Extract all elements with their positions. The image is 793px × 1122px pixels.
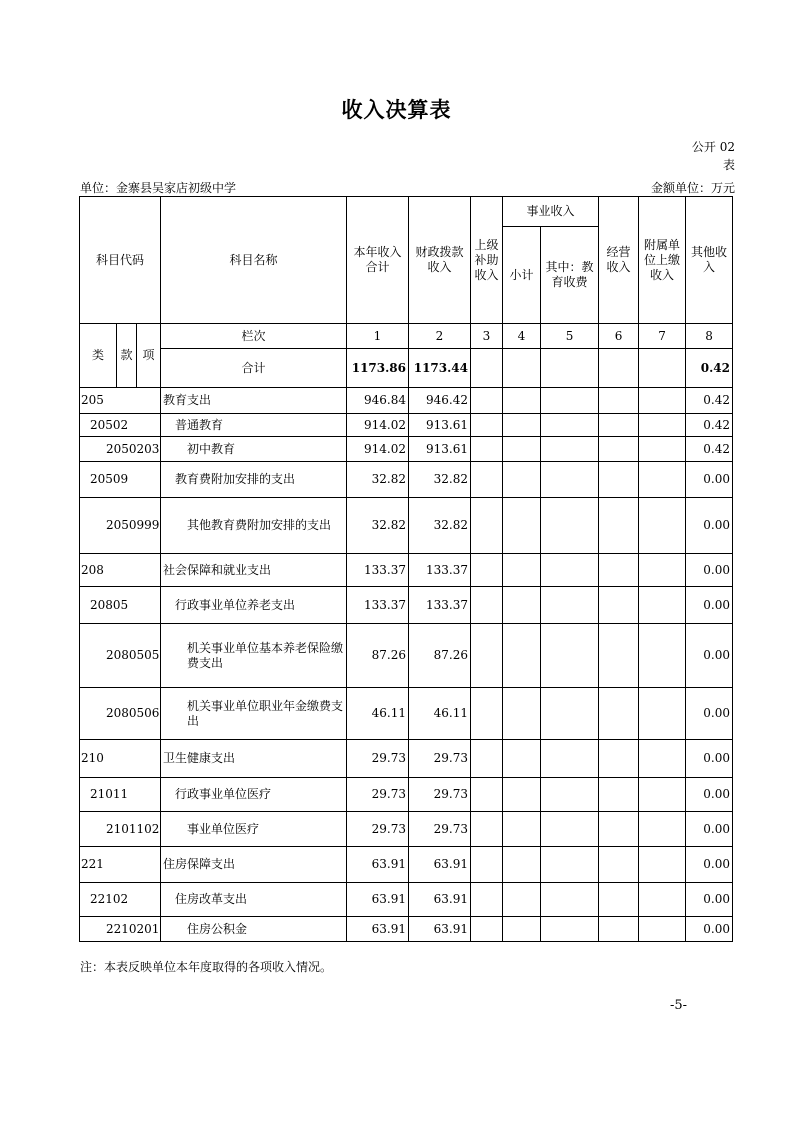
row-total: 87.26 [347,624,409,688]
col-num-7: 7 [639,324,686,349]
row-fiscal: 87.26 [409,624,471,688]
col-num-2: 2 [409,324,471,349]
row-total: 29.73 [347,812,409,847]
row-operating [599,624,639,688]
row-total: 133.37 [347,587,409,624]
row-affiliated [639,624,686,688]
row-affiliated [639,883,686,917]
table-row [80,624,733,688]
row-subtotal [503,554,541,587]
row-name: 卫生健康支出 [161,740,347,778]
row-other: 0.00 [686,554,733,587]
row-operating [599,462,639,498]
row-code: 2210201 [80,917,161,942]
total-other: 0.42 [686,349,733,388]
row-operating [599,847,639,883]
row-superior [471,778,503,812]
row-name: 教育支出 [161,388,347,414]
table-row [80,688,733,740]
row-name: 住房保障支出 [161,847,347,883]
row-code: 2050999 [80,498,161,554]
row-edu-fee [541,688,599,740]
row-fiscal: 29.73 [409,812,471,847]
row-superior [471,437,503,462]
row-subtotal [503,883,541,917]
row-code: 210 [80,740,161,778]
row-fiscal: 29.73 [409,740,471,778]
row-subtotal [503,778,541,812]
row-code: 2050203 [80,437,161,462]
table-row [80,498,733,554]
row-superior [471,624,503,688]
row-superior [471,688,503,740]
row-superior [471,917,503,942]
row-affiliated [639,587,686,624]
row-edu-fee [541,624,599,688]
row-edu-fee [541,778,599,812]
row-code: 221 [80,847,161,883]
row-fiscal: 63.91 [409,847,471,883]
row-subtotal [503,388,541,414]
row-superior [471,462,503,498]
row-subtotal [503,688,541,740]
data-rows [80,388,733,942]
row-affiliated [639,437,686,462]
header-superior: 上级补助收入 [471,197,503,324]
row-superior [471,554,503,587]
row-subtotal [503,812,541,847]
total-subtotal [503,349,541,388]
row-operating [599,740,639,778]
row-subtotal [503,587,541,624]
row-total: 914.02 [347,437,409,462]
table-row [80,462,733,498]
row-name: 住房公积金 [161,917,347,942]
row-code: 21011 [80,778,161,812]
header-lanci: 栏次 [161,324,347,349]
row-superior [471,847,503,883]
row-fiscal: 63.91 [409,883,471,917]
row-fiscal: 946.42 [409,388,471,414]
row-edu-fee [541,812,599,847]
row-subtotal [503,847,541,883]
table-row [80,812,733,847]
total-amount: 1173.86 [347,349,409,388]
row-fiscal: 46.11 [409,688,471,740]
header-business: 事业收入 [503,197,599,227]
row-edu-fee [541,498,599,554]
row-total: 133.37 [347,554,409,587]
row-superior [471,740,503,778]
row-name: 行政事业单位养老支出 [161,587,347,624]
row-name: 机关事业单位职业年金缴费支出 [161,688,347,740]
row-affiliated [639,917,686,942]
row-other: 0.00 [686,624,733,688]
row-other: 0.00 [686,462,733,498]
unit-label: 单位：金寨县吴家店初级中学 [80,181,237,195]
row-edu-fee [541,388,599,414]
table-row [80,414,733,437]
row-affiliated [639,847,686,883]
row-total: 63.91 [347,847,409,883]
row-subtotal [503,462,541,498]
table-row [80,388,733,414]
row-affiliated [639,498,686,554]
row-affiliated [639,740,686,778]
row-subtotal [503,414,541,437]
header-total: 本年收入合计 [347,197,409,324]
total-fiscal: 1173.44 [409,349,471,388]
header-code: 科目代码 [80,197,161,324]
row-operating [599,437,639,462]
income-table [79,196,733,942]
col-num-5: 5 [541,324,599,349]
row-edu-fee [541,883,599,917]
row-operating [599,917,639,942]
row-operating [599,554,639,587]
row-superior [471,414,503,437]
row-operating [599,414,639,437]
col-num-8: 8 [686,324,733,349]
header-lei: 类 [80,324,117,388]
row-superior [471,812,503,847]
row-superior [471,498,503,554]
row-edu-fee [541,917,599,942]
header-other: 其他收入 [686,197,733,324]
row-superior [471,587,503,624]
total-affiliated [639,349,686,388]
money-unit-label: 金额单位：万元 [650,181,735,195]
row-subtotal [503,624,541,688]
row-operating [599,812,639,847]
row-name: 住房改革支出 [161,883,347,917]
row-edu-fee [541,462,599,498]
row-total: 29.73 [347,740,409,778]
row-total: 32.82 [347,498,409,554]
row-affiliated [639,554,686,587]
form-number-line1: 公开 02 [691,140,735,154]
row-other: 0.00 [686,847,733,883]
row-fiscal: 133.37 [409,554,471,587]
table-row [80,437,733,462]
row-name: 其他教育费附加安排的支出 [161,498,347,554]
row-subtotal [503,437,541,462]
header-affiliated: 附属单位上缴收入 [639,197,686,324]
row-code: 208 [80,554,161,587]
row-edu-fee [541,740,599,778]
row-total: 29.73 [347,778,409,812]
col-num-1: 1 [347,324,409,349]
row-affiliated [639,388,686,414]
row-name: 教育费附加安排的支出 [161,462,347,498]
row-code: 20805 [80,587,161,624]
table-row [80,847,733,883]
row-superior [471,883,503,917]
row-fiscal: 913.61 [409,414,471,437]
form-number-line2: 表 [722,158,735,172]
row-total: 46.11 [347,688,409,740]
row-name: 行政事业单位医疗 [161,778,347,812]
row-name: 初中教育 [161,437,347,462]
row-operating [599,883,639,917]
row-superior [471,388,503,414]
table-row [80,740,733,778]
row-code: 20502 [80,414,161,437]
row-other: 0.42 [686,437,733,462]
row-name: 事业单位医疗 [161,812,347,847]
row-affiliated [639,688,686,740]
row-edu-fee [541,437,599,462]
col-num-3: 3 [471,324,503,349]
row-affiliated [639,462,686,498]
row-code: 205 [80,388,161,414]
row-edu-fee [541,554,599,587]
row-other: 0.00 [686,498,733,554]
total-superior [471,349,503,388]
row-affiliated [639,778,686,812]
row-total: 63.91 [347,883,409,917]
row-other: 0.00 [686,688,733,740]
table-row [80,883,733,917]
row-code: 20509 [80,462,161,498]
row-fiscal: 29.73 [409,778,471,812]
total-operating [599,349,639,388]
header-edu-fee: 其中：教育收费 [541,227,599,324]
row-code: 2101102 [80,812,161,847]
total-edu-fee [541,349,599,388]
table-row [80,554,733,587]
row-other: 0.00 [686,740,733,778]
table-row [80,917,733,942]
row-operating [599,587,639,624]
row-other: 0.00 [686,587,733,624]
row-name: 社会保障和就业支出 [161,554,347,587]
row-fiscal: 63.91 [409,917,471,942]
row-code: 2080506 [80,688,161,740]
table-row [80,587,733,624]
row-edu-fee [541,587,599,624]
header-kuan: 款 [117,324,137,388]
row-other: 0.42 [686,414,733,437]
header-subtotal: 小计 [503,227,541,324]
row-other: 0.00 [686,917,733,942]
header-name: 科目名称 [161,197,347,324]
row-operating [599,778,639,812]
row-name: 机关事业单位基本养老保险缴费支出 [161,624,347,688]
row-other: 0.00 [686,778,733,812]
col-num-4: 4 [503,324,541,349]
row-edu-fee [541,414,599,437]
form-number [692,138,735,174]
row-operating [599,688,639,740]
header-operating: 经营收入 [599,197,639,324]
row-operating [599,388,639,414]
header-xiang: 项 [137,324,161,388]
page-number: -5- [670,998,688,1013]
row-fiscal: 133.37 [409,587,471,624]
row-edu-fee [541,847,599,883]
row-total: 32.82 [347,462,409,498]
row-subtotal [503,498,541,554]
row-total: 63.91 [347,917,409,942]
header-fiscal: 财政拨款收入 [409,197,471,324]
row-operating [599,498,639,554]
row-name: 普通教育 [161,414,347,437]
table-row [80,778,733,812]
row-total: 914.02 [347,414,409,437]
row-affiliated [639,414,686,437]
row-subtotal [503,740,541,778]
table-note: 注：本表反映单位本年度取得的各项收入情况。 [80,960,333,974]
row-fiscal: 913.61 [409,437,471,462]
total-label: 合计 [161,349,347,388]
row-other: 0.42 [686,388,733,414]
row-other: 0.00 [686,812,733,847]
row-subtotal [503,917,541,942]
row-other: 0.00 [686,883,733,917]
row-code: 22102 [80,883,161,917]
row-code: 2080505 [80,624,161,688]
col-num-6: 6 [599,324,639,349]
row-fiscal: 32.82 [409,498,471,554]
row-total: 946.84 [347,388,409,414]
page-title: 收入决算表 [341,98,452,122]
row-affiliated [639,812,686,847]
row-fiscal: 32.82 [409,462,471,498]
